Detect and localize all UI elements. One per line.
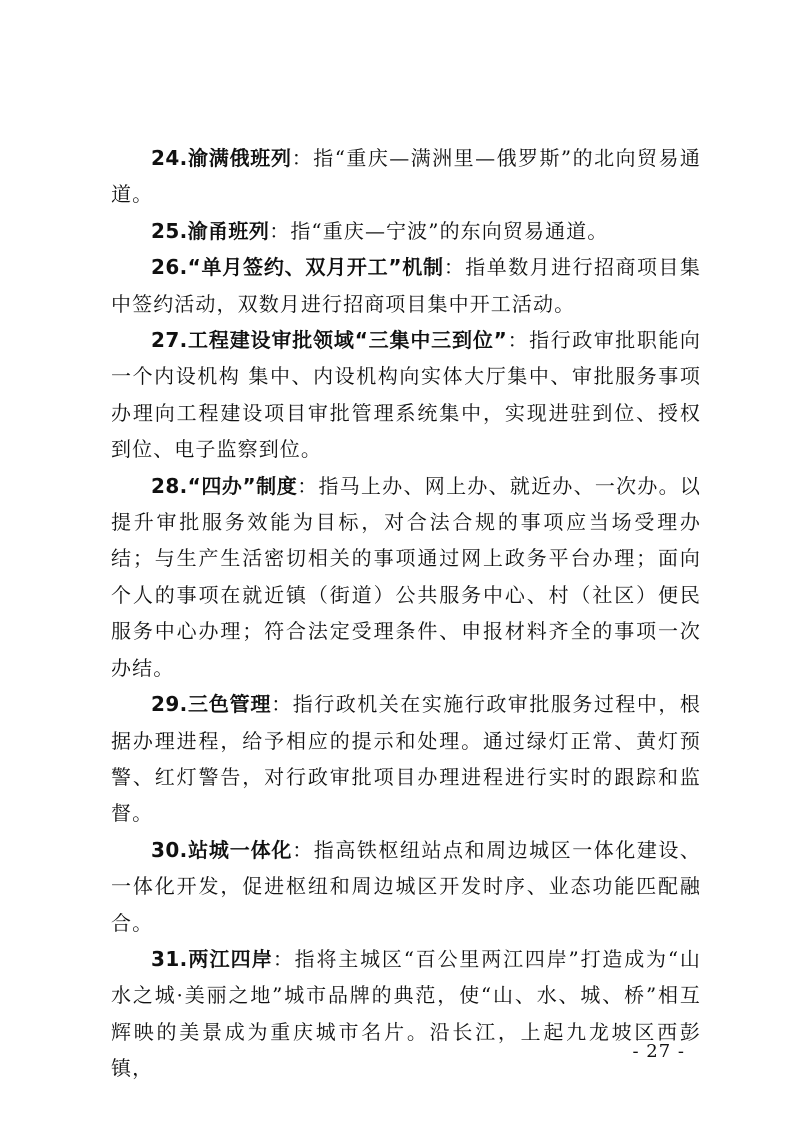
- term-definition: ：指高铁枢纽站点和周边城区一体化建设、一体化开发，促进枢纽和周边城区开发时序、业态功能匹配融合。: [111, 837, 701, 935]
- glossary-content: [111, 140, 701, 1087]
- term-definition: ：指行政机关在实施行政审批服务过程中，根据办理进程，给予相应的提示和处理。通过绿灯正常、黄灯预警、红灯警告，对行政审批项目办理进程进行实时的跟踪和监督。: [111, 692, 701, 826]
- term-definition: ：指马上办、网上办、就近办、一次办。以提升审批服务效能为目标，对合法合规的事项应当场受理办结；与生产生活密切相关的事项通过网上政务平台办理；面向个人的事项在就近镇（街道）公共服务中心、村（社区）便民服务中心办理；符合法定受理条件、申报材料齐全的事项一次办结。: [111, 473, 701, 680]
- term-definition: ：指“重庆—宁波”的东向贸易通道。: [269, 218, 609, 243]
- term-definition: ：指单数月进行招商项目集中签约活动，双数月进行招商项目集中开工活动。: [111, 255, 702, 316]
- term-label: 28.“四办”制度: [151, 473, 298, 498]
- glossary-entry-31: [111, 941, 701, 1087]
- glossary-entry-30: [111, 832, 701, 941]
- glossary-entry-29: [111, 686, 701, 832]
- term-label: 30.站城一体化: [151, 837, 293, 862]
- term-label: 25.渝甬班列: [151, 218, 270, 243]
- glossary-entry-26: [111, 249, 701, 322]
- term-label: 24.渝满俄班列: [151, 146, 292, 170]
- term-label: 31.两江四岸: [151, 946, 273, 971]
- glossary-entry-28: [111, 468, 701, 686]
- term-label: 26.“单月签约、双月开工”机制: [151, 255, 444, 280]
- term-definition: ：指“重庆—满洲里—俄罗斯”的北向贸易通道。: [111, 146, 701, 207]
- term-label: 29.三色管理: [151, 692, 272, 717]
- page-number: - 27 -: [632, 1041, 685, 1062]
- term-definition: ：指将主城区“百公里两江四岸”打造成为“山水之城·美丽之地”城市品牌的典范，使“山、水、城、桥”相互辉映的美景成为重庆城市名片。沿长江，上起九龙坡区西彭镇，: [111, 946, 701, 1081]
- glossary-entry-25: [111, 213, 701, 249]
- glossary-entry-27: [111, 322, 701, 468]
- term-label: 27.工程建设审批领域“三集中三到位”: [151, 328, 508, 353]
- glossary-entry-24: [111, 140, 701, 213]
- term-definition: ：指行政审批职能向一个内设机构 集中、内设机构向实体大厅集中、审批服务事项办理向工程建设项目审批管理系统集中，实现进驻到位、授权到位、电子监察到位。: [111, 328, 701, 462]
